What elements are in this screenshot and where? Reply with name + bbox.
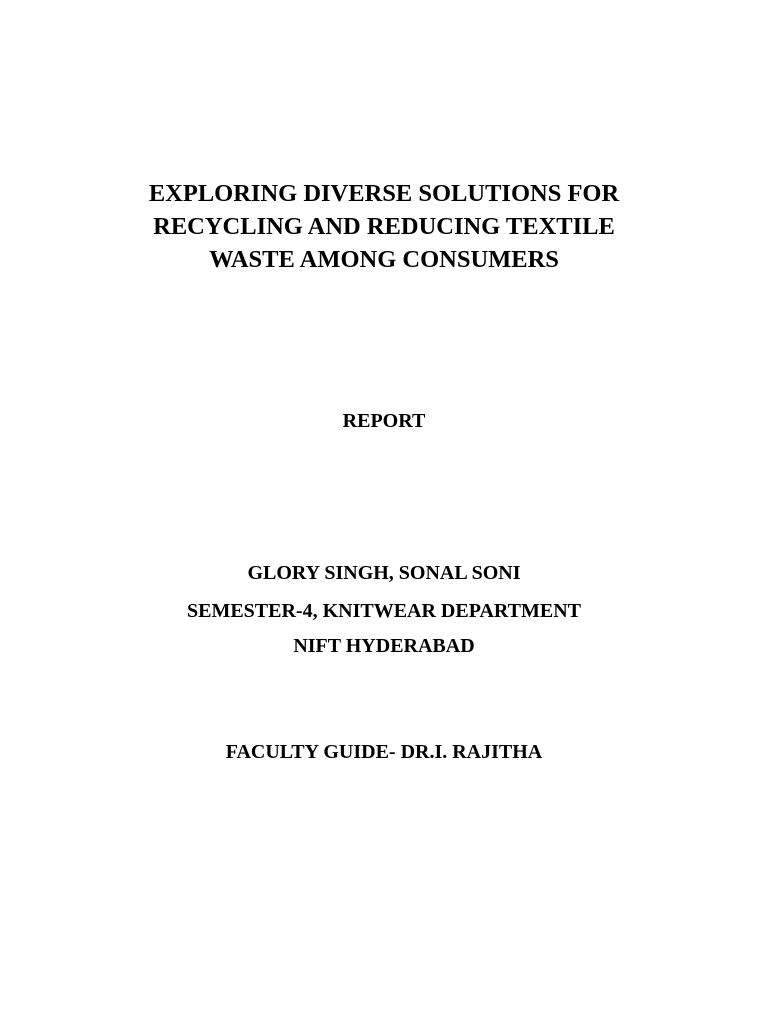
report-title-line-3: WASTE AMONG CONSUMERS bbox=[209, 246, 559, 273]
department-line: SEMESTER-4, KNITWEAR DEPARTMENT bbox=[187, 600, 581, 622]
document-type-label: REPORT bbox=[342, 410, 426, 432]
faculty-guide-line: FACULTY GUIDE- DR.I. RAJITHA bbox=[225, 741, 543, 763]
institute-name: NIFT HYDERABAD bbox=[293, 635, 475, 657]
report-title-line-2: RECYCLING AND REDUCING TEXTILE bbox=[153, 213, 615, 240]
author-names: GLORY SINGH, SONAL SONI bbox=[247, 562, 521, 584]
report-title-line-1: EXPLORING DIVERSE SOLUTIONS FOR bbox=[148, 180, 620, 207]
